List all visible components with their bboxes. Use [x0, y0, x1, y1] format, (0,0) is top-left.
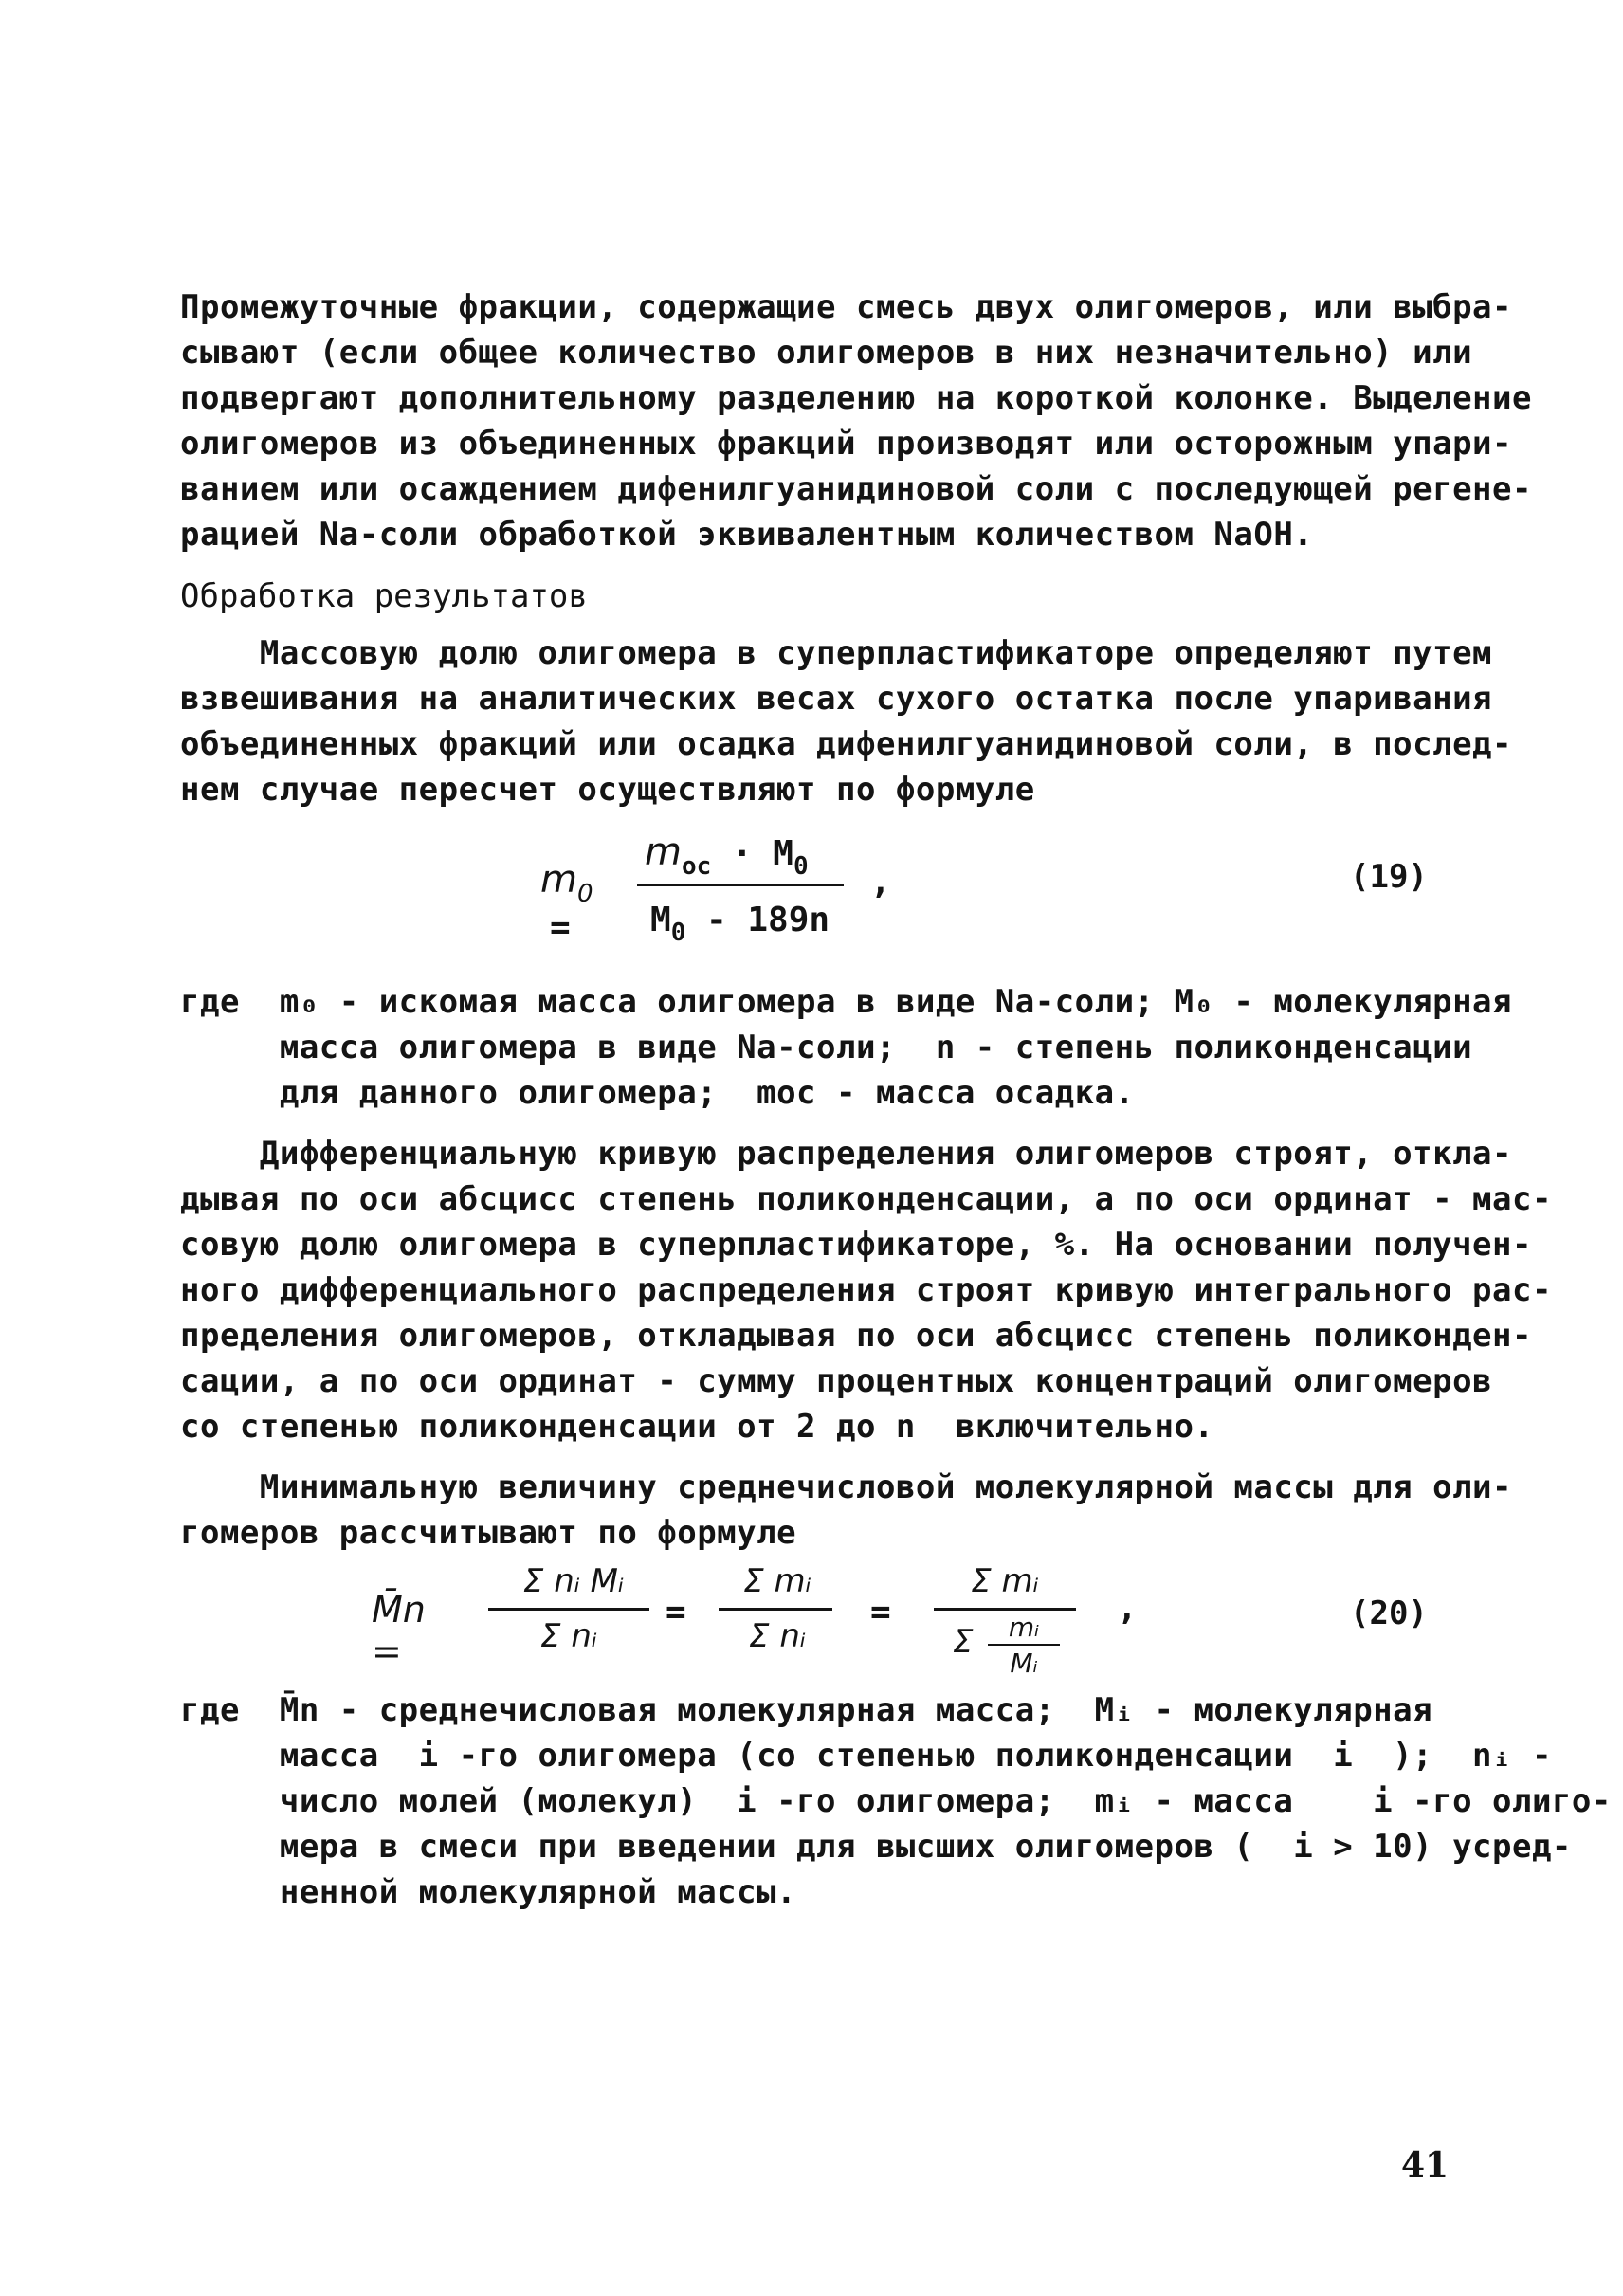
fraction-3-sigma: Σ — [953, 1623, 974, 1661]
fraction-2-denominator: Σ nᵢ — [749, 1617, 806, 1655]
formula-19-denominator: $M_0 - 189n$ — [650, 901, 830, 947]
text-line: масса i -го олигомера (со степенью поликонденсации i ); nᵢ - — [180, 1737, 1552, 1775]
text-line: ненной молекулярной массы. — [180, 1873, 797, 1911]
where-block-19 — [180, 979, 1512, 1116]
text-line: Дифференциальную кривую распределения олигомеров строят, откла- — [180, 1135, 1512, 1173]
text-line: пределения олигомеров, откладывая по оси абсцисс степень поликонден- — [180, 1317, 1532, 1355]
text-line: дывая по оси абсцисс степень поликонденсации, а по оси ординат - мас- — [180, 1180, 1552, 1218]
paragraph-mass-fraction — [180, 630, 1512, 812]
fraction-bar — [488, 1608, 649, 1611]
formula-20-comma: , — [1117, 1589, 1138, 1628]
text-line: рацией Nа-соли обработкой эквивалентным количеством NaOH. — [180, 516, 1314, 554]
text-line: со степенью поликонденсации от 2 до n включительно. — [180, 1408, 1214, 1446]
text-line: сации, а по оси ординат - сумму процентных концентраций олигомеров — [180, 1362, 1493, 1400]
equation-number-20: (20) — [1350, 1594, 1428, 1632]
page-number: 41 — [1401, 2145, 1450, 2185]
text-line: для данного олигомера; mос - масса осадка. — [180, 1074, 1135, 1112]
text-line: Массовую долю олигомера в суперпластификаторе определяют путем — [180, 634, 1493, 672]
text-line: масса олигомера в виде Nа-соли; n - степень поликонденсации — [180, 1029, 1473, 1066]
text-line: гомеров рассчитывают по формуле — [180, 1514, 797, 1552]
equals-sign: = — [870, 1593, 891, 1631]
text-line: Промежуточные фракции, содержащие смесь двух олигомеров, или выбра- — [180, 288, 1512, 326]
fraction-1-numerator: Σ nᵢ Mᵢ — [522, 1562, 625, 1600]
paragraph-number-average — [180, 1465, 1512, 1556]
fraction-1-denominator: Σ nᵢ — [540, 1617, 597, 1655]
text-line: подвергают дополнительному разделению на короткой колонке. Выделение — [180, 379, 1532, 417]
text-line: объединенных фракций или осадка дифенилгуанидиновой соли, в послед- — [180, 725, 1512, 763]
formula-20-lhs: M̄n = — [372, 1589, 426, 1672]
fraction-3-inner-denominator: Mᵢ — [1010, 1648, 1038, 1679]
formula-19-comma: , — [870, 863, 891, 902]
text-line: совую долю олигомера в суперпластификаторе, %. На основании получен- — [180, 1226, 1532, 1264]
paragraph-intermediate-fractions — [180, 284, 1532, 557]
text-line: Минимальную величину среднечисловой молекулярной массы для оли- — [180, 1468, 1512, 1506]
fraction-bar — [934, 1608, 1076, 1611]
where-block-20 — [180, 1687, 1612, 1915]
text-line: число молей (молекул) i -го олигомера; mᵢ - масса i -го олиго- — [180, 1782, 1612, 1820]
formula-19-lhs: $m_0$ = — [540, 858, 593, 947]
text-line: нем случае пересчет осуществляют по формуле — [180, 771, 1035, 809]
text-line: где M̄n - среднечисловая молекулярная масса; Mᵢ - молекулярная — [180, 1691, 1433, 1729]
text-line: ванием или осаждением дифенилгуанидиновой соли с последующей регене- — [180, 470, 1532, 508]
text-line: ного дифференциального распределения строят кривую интегрального рас- — [180, 1271, 1552, 1309]
text-line: олигомеров из объединенных фракций производят или осторожным упари- — [180, 425, 1512, 463]
fraction-bar — [988, 1644, 1060, 1646]
fraction-3-numerator: Σ mᵢ — [971, 1562, 1039, 1600]
paragraph-distribution-curve — [180, 1131, 1552, 1449]
text-line: где m₀ - искомая масса олигомера в виде Nа-соли; M₀ - молекулярная — [180, 983, 1512, 1021]
fraction-bar — [637, 884, 844, 886]
equals-sign: = — [666, 1593, 686, 1631]
equation-number-19: (19) — [1350, 858, 1428, 896]
text-line: взвешивания на аналитических весах сухого остатка после упаривания — [180, 680, 1493, 718]
fraction-2-numerator: Σ mᵢ — [743, 1562, 812, 1600]
section-heading: Обработка результатов — [180, 577, 588, 615]
text-line: сывают (если общее количество олигомеров в них незначительно) или — [180, 334, 1473, 372]
formula-19-numerator: $m_{ос} \cdot M_0$ — [645, 830, 809, 881]
fraction-3-inner-numerator: mᵢ — [1008, 1612, 1040, 1643]
text-line: мера в смеси при введении для высших олигомеров ( i > 10) усред- — [180, 1828, 1572, 1866]
fraction-bar — [719, 1608, 832, 1611]
